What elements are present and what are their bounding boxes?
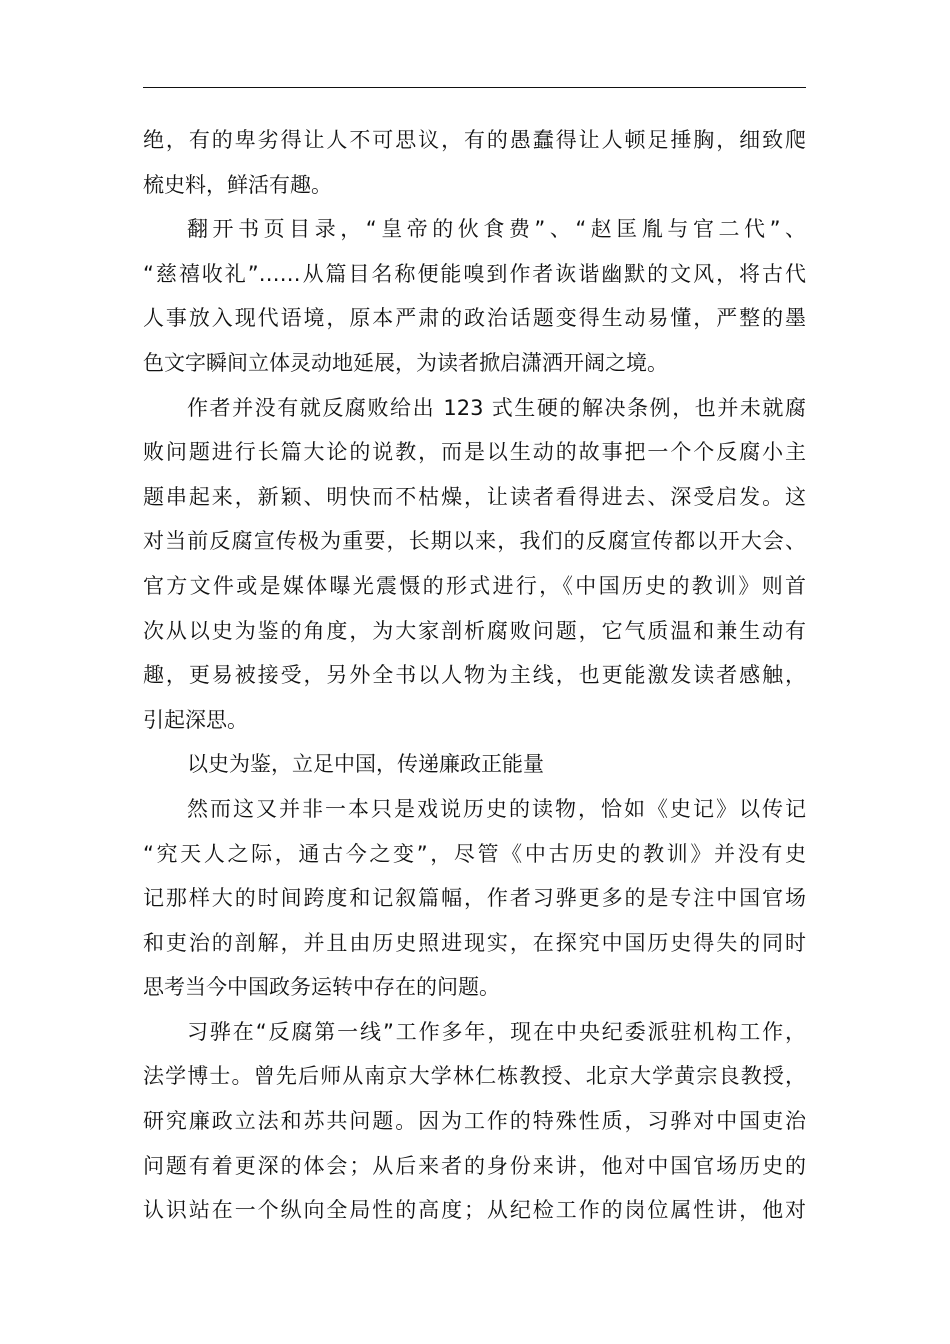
paragraph-5-line-3: 记那样大的时间跨度和记叙篇幅，作者习骅更多的是专注中国官场: [143, 886, 806, 911]
paragraph-1-line-1: 绝，有的卑劣得让人不可思议，有的愚蠢得让人顿足捶胸，细致爬: [143, 128, 806, 152]
paragraph-5-line-2: “究天人之际，通古今之变”，尽管《中古历史的教训》并没有史: [143, 841, 806, 866]
paragraph-6-line-2: 法学博士。曾先后师从南京大学林仁栋教授、北京大学黄宗良教授，: [143, 1064, 806, 1089]
paragraph-1-line-2: 梳史料，鲜活有趣。: [143, 172, 332, 197]
paragraph-3-line-5: 官方文件或是媒体曝光震慑的形式进行，《中国历史的教训》则首: [143, 573, 806, 598]
paragraph-4-line-1: 以史为鉴，立足中国，传递廉政正能量: [187, 752, 544, 777]
paragraph-6-line-3: 研究廉政立法和苏共问题。因为工作的特殊性质，习骅对中国吏治: [143, 1109, 806, 1134]
paragraph-3-line-3: 题串起来，新颖、明快而不枯燥，让读者看得进去、深受启发。这: [143, 484, 806, 509]
paragraph-5-line-4: 和吏治的剖解，并且由历史照进现实，在探究中国历史得失的同时: [143, 930, 806, 955]
paragraph-6-line-5: 认识站在一个纵向全局性的高度；从纪检工作的岗位属性讲，他对: [143, 1198, 806, 1223]
paragraph-3-line-4: 对当前反腐宣传极为重要，长期以来，我们的反腐宣传都以开大会、: [143, 529, 806, 554]
header-rule: [143, 87, 806, 88]
paragraph-2-line-3: 人事放入现代语境，原本严肃的政治话题变得生动易懂，严整的墨: [143, 306, 806, 331]
paragraph-2-line-2: “慈禧收礼”……从篇目名称便能嗅到作者诙谐幽默的文风，将古代: [143, 261, 806, 286]
paragraph-6-line-4: 问题有着更深的体会；从后来者的身份来讲，他对中国官场历史的: [143, 1153, 806, 1178]
document-body: [143, 118, 806, 1233]
paragraph-2-line-1: 翻开书页目录，“皇帝的伙食费”、“赵匡胤与官二代”、: [187, 217, 806, 242]
paragraph-3-line-8: 引起深思。: [143, 707, 248, 732]
paragraph-3-line-2: 败问题进行长篇大论的说教，而是以生动的故事把一个个反腐小主: [143, 440, 806, 465]
paragraph-3-line-1: 作者并没有就反腐败给出 123 式生硬的解决条例，也并未就腐: [187, 395, 806, 420]
paragraph-2-line-4: 色文字瞬间立体灵动地延展，为读者掀启潇洒开阔之境。: [143, 350, 668, 375]
paragraph-5-line-5: 思考当今中国政务运转中存在的问题。: [143, 975, 500, 1000]
paragraph-6-line-1: 习骅在“反腐第一线”工作多年，现在中央纪委派驻机构工作，: [187, 1019, 806, 1044]
paragraph-3-line-6: 次从以史为鉴的角度，为大家剖析腐败问题，它气质温和兼生动有: [143, 618, 806, 643]
paragraph-3-line-7: 趣，更易被接受，另外全书以人物为主线，也更能激发读者感触，: [143, 663, 806, 688]
paragraph-5-line-1: 然而这又并非一本只是戏说历史的读物，恰如《史记》以传记: [187, 796, 806, 821]
